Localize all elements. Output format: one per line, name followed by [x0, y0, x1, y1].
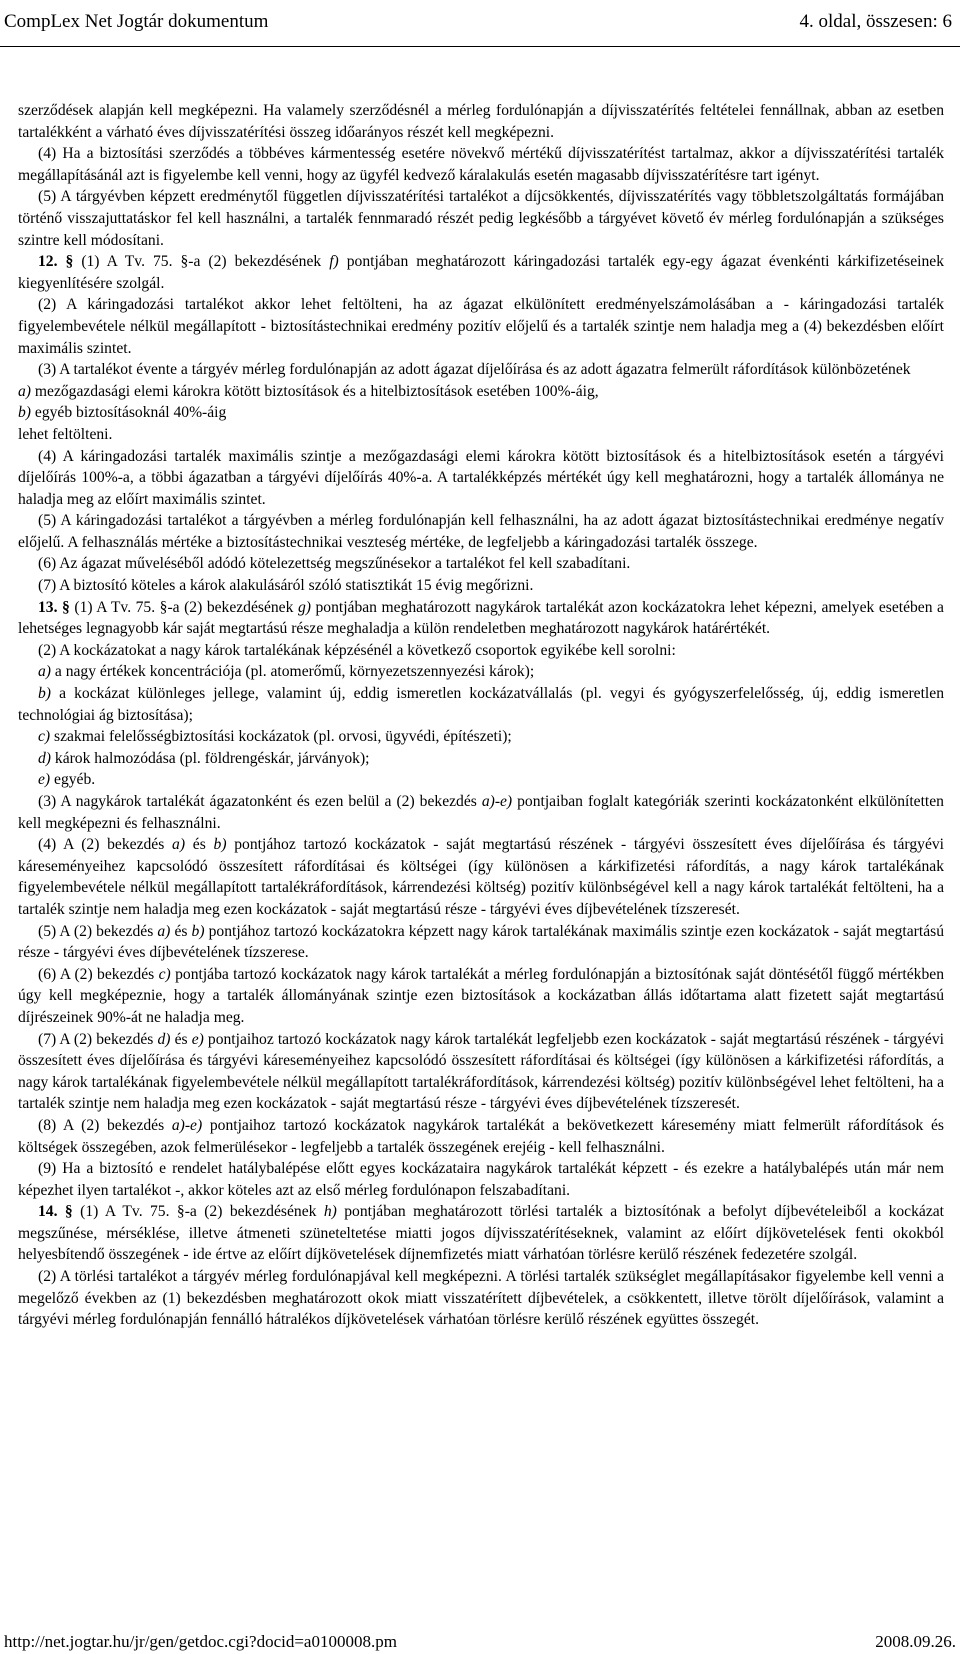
document-body	[18, 100, 944, 1331]
paragraph: (2) A káringadozási tartalékot akkor lehet feltölteni, ha az ágazat elkülönített eredményelszámolásában a - káringadozási tartalék figyelembevétele nélkül megállapított - biztosítástechnikai eredmény pozitív előjelű és a tartalék szintje nem haladja meg a (4) bekezdésben előírt maximális szintet.	[18, 296, 944, 357]
paragraph: c) szakmai felelősségbiztosítási kockázatok (pl. orvosi, ügyvédi, építészeti);	[38, 728, 512, 746]
paragraph: 14. § (1) A Tv. 75. §-a (2) bekezdésének h) pontjában meghatározott törlési tartalék a biztosítónak a befolyt díjbevételeiből a kockázat megszűnése, mérséklése, illetve átmeneti szüneteltetése miatti jogos díjvisszatérítéseknek, valamint az előírt díjkövetelések fenti okokból helyesbítendő összegének - ide értve az előírt díjkövetelések díjnemfizetés miatt várhatóan törlésre kerülő részének fedezetére szolgál.	[18, 1203, 944, 1264]
page-header	[0, 0, 960, 44]
document-title: CompLex Net Jogtár dokumentum	[4, 11, 269, 32]
paragraph: b) a kockázat különleges jellege, valamint új, eddig ismeretlen kockázatvállalás (pl. vegyi és gyógyszerfelelősség, új, eddig ismeretlen technológiai ág biztosítása);	[18, 685, 944, 724]
paragraph: (2) A törlési tartalékot a tárgyév mérleg fordulónapjával kell megképezni. A törlési tartalék szükséglet megállapításakor figyelembe kell venni a megelőző években az (1) bekezdésben meghatározott okok miatt visszatérített díjbevételek, a csökkentett, illetve törölt díjelőírások, valamint a tárgyévi mérleg fordulónapján fennálló hátralékos díjkövetelések várhatóan törlésre kerülő részének együttes összegét.	[18, 1268, 944, 1329]
paragraph: 13. § (1) A Tv. 75. §-a (2) bekezdésének g) pontjában meghatározott nagykárok tartalékát azon kockázatokra lehet képezni, amelyek esetében a lehetséges legnagyobb kár saját megtartású része meghaladja a külön rendeletben meghatározott nagykárok határértékét.	[18, 598, 944, 638]
paragraph: d) károk halmozódása (pl. földrengéskár, járványok);	[38, 749, 370, 767]
paragraph: (3) A tartalékot évente a tárgyév mérleg fordulónapján az adott ágazat díjelőírása és az adott ágazatra felmerült ráfordítások különbözetének	[38, 361, 911, 379]
paragraph: (6) A (2) bekezdés c) pontjába tartozó kockázatok nagy károk tartalékát a mérleg fordulónapján a biztosítónak saját döntésétől függő mértékben úgy kell megképeznie, hogy a tartalék állományának szintje ezen biztosítások a kockázatban állás időtartama alatt fizetett saját megtartású díjrészeinek 90%-át ne haladja meg.	[18, 965, 944, 1026]
paragraph: (5) A tárgyévben képzett eredménytől független díjvisszatérítési tartalékot a díjcsökkentés, díjvisszatérítés vagy többletszolgáltatás formájában történő visszajuttatáskor fel kell használni, a tartalék fennmaradó részét pedig legkésőbb a tárgyévet követő év mérleg fordulónapján a szükséges szintre kell módosítani.	[18, 188, 944, 249]
paragraph: a) a nagy értékek koncentrációja (pl. atomerőmű, környezetszennyezési károk);	[38, 663, 535, 681]
paragraph: (4) A káringadozási tartalék maximális szintje a mezőgazdasági elemi károkra kötött biztosítások és a hitelbiztosítások esetén a tárgyévi díjelőírás 100%-a, a többi ágazatban a tárgyévi díjelőírás 40%-a. A tartalékképzés mértékét úgy kell meghatározni, hogy a tartalék állománya ne haladja meg az előírt maximális szintet.	[18, 447, 944, 508]
paragraph: (5) A (2) bekezdés a) és b) pontjához tartozó kockázatokra képzett nagy károk tartalékának maximális szintje ezen kockázatok - saját megtartású része - tárgyévi éves díjbevételének tízszerese.	[18, 922, 944, 962]
paragraph: (4) Ha a biztosítási szerződés a többéves kármentesség esetére növekvő mértékű díjvisszatérítést tartalmaz, akkor a díjvisszatérítési tartalék megállapításánál azt is figyelembe kell venni, hogy az ügyfél kedvező káralakulás esetén magasabb díjvisszatérítésre tart igényt.	[18, 145, 944, 184]
paragraph: b) egyéb biztosításoknál 40%-áig	[18, 404, 227, 422]
paragraph: (9) Ha a biztosító e rendelet hatálybalépése előtt egyes kockázataira nagykárok tartalékát képzett - és ezekre a hatálybalépés után már nem képezhet ilyen tartalékot -, akkor köteles azt az első mérleg fordulónapon felszabadítani.	[18, 1160, 944, 1199]
paragraph: (2) A kockázatokat a nagy károk tartalékának képzésénél a következő csoportok egyikébe kell sorolni:	[38, 641, 676, 659]
paragraph: (8) A (2) bekezdés a)-e) pontjaihoz tartozó kockázatok nagykárok tartalékát a bekövetkezett káresemény miatt felmerült ráfordítások és költségek összegében, azok felmerülésekor - legfeljebb a tartalék összegének erejéig - kell felhasználni.	[18, 1116, 944, 1156]
paragraph: e) egyéb.	[38, 771, 96, 789]
paragraph: (6) Az ágazat műveléséből adódó kötelezettség megszűnésekor a tartalékot fel kell szabadítani.	[38, 555, 631, 573]
paragraph: 12. § (1) A Tv. 75. §-a (2) bekezdésének f) pontjában meghatározott káringadozási tartalék egy-egy ágazat évenkénti kárkifizetéseinek kiegyenlítésére szolgál.	[18, 253, 944, 292]
paragraph: a) mezőgazdasági elemi károkra kötött biztosítások és a hitelbiztosítások esetében 100%-áig,	[18, 382, 599, 400]
paragraph: (5) A káringadozási tartalékot a tárgyévben a mérleg fordulónapján kell felhasználni, ha az adott ágazat biztosítástechnikai eredménye negatív előjelű. A felhasználás mértéke a biztosítástechnikai veszteség mértéke, de legfeljebb a káringadozási tartalék összege.	[18, 512, 944, 551]
page-footer	[0, 1627, 960, 1654]
header-divider	[0, 46, 960, 47]
paragraph: (3) A nagykárok tartalékát ágazatonként és ezen belül a (2) bekezdés a)-e) pontjaiban foglalt kategóriák szerinti kockázatonként elkülönítetten kell megképezni és felhasználni.	[18, 793, 944, 832]
paragraph: szerződések alapján kell megképezni. Ha valamely szerződésnél a mérleg fordulónapján a díjvisszatérítés feltételei fennállnak, abban az esetben tartalékként a várható éves díjvisszatérítési összeg időarányos részét kell megképezni.	[18, 102, 944, 141]
paragraph: lehet feltölteni.	[18, 425, 113, 443]
paragraph: (7) A biztosító köteles a károk alakulásáról szóló statisztikát 15 évig megőrizni.	[38, 577, 534, 595]
page-indicator: 4. oldal, összesen: 6	[799, 11, 952, 32]
paragraph: (7) A (2) bekezdés d) és e) pontjaihoz tartozó kockázatok nagy károk tartalékát legfeljebb ezen kockázatok - saját megtartású részének - tárgyévi összesített éves díjelőírása és tárgyévi káreseményeihez kapcsolódó összesített ráfordításai és költségei (így különösen a kárkifizetési ráfordítás, a nagy károk tartalékának figyelembevétele nélkül megállapított tartalékráfordítások, kárrendezési költség) pozitív különbségével lehet feltölteni, ha a tartalék szintje nem haladja meg ezen kockázatok - saját megtartású része - tárgyévi éves díjbevételének tízszeresét.	[18, 1030, 944, 1113]
source-url: http://net.jogtar.hu/jr/gen/getdoc.cgi?docid=a0100008.pm	[4, 1632, 397, 1651]
paragraph: (4) A (2) bekezdés a) és b) pontjához tartozó kockázatok - saját megtartású részének - tárgyévi összesített éves díjelőírása és tárgyévi káreseményeihez kapcsolódó összesített ráfordításai és költségei (így különösen a kárkifizetési ráfordítás, a nagy károk tartalékának figyelembevétele nélkül megállapított tartalékráfordítások, kárrendezési költség) pozitív különbségével kell a nagy károk tartalékát feltölteni, ha a tartalék szintje nem haladja meg ezen kockázatok - saját megtartású része - tárgyévi éves díjbevételének tízszeresét.	[18, 836, 944, 918]
print-date: 2008.09.26.	[875, 1632, 956, 1651]
